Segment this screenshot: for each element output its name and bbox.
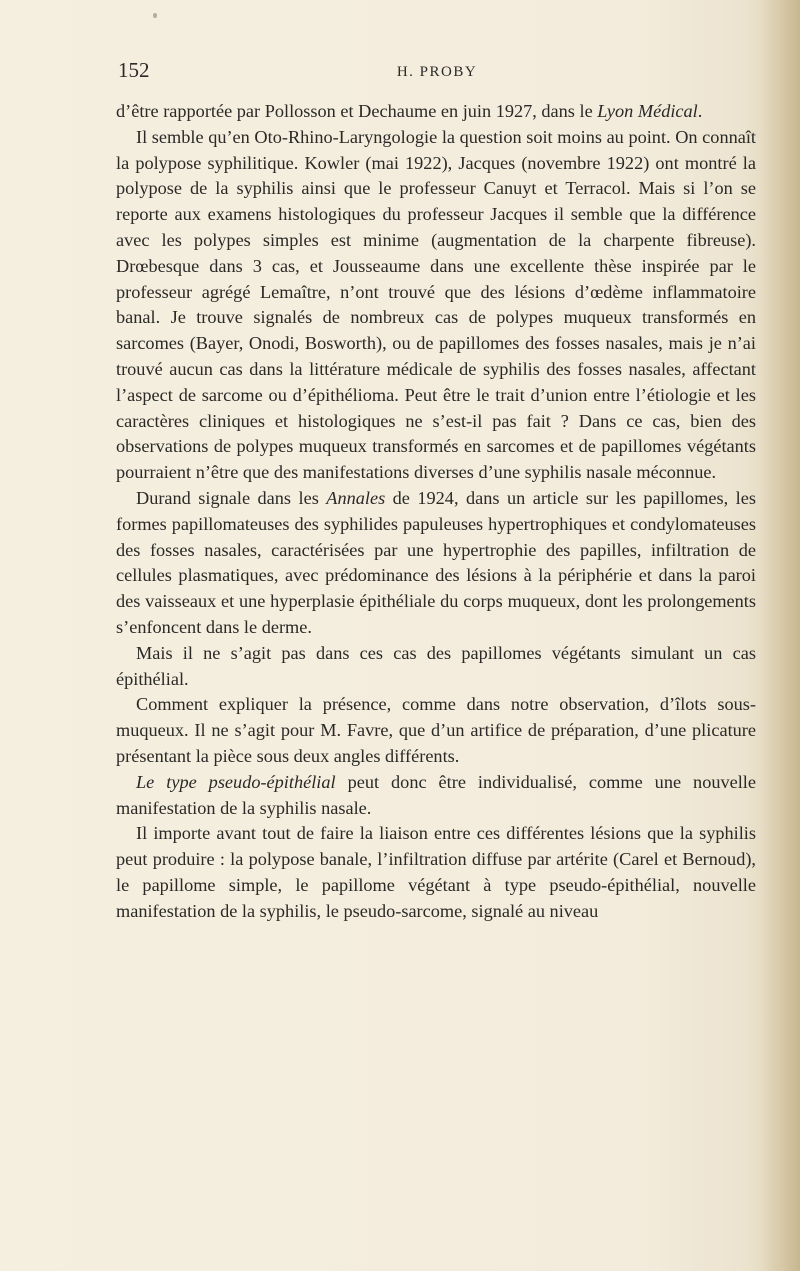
paragraph-3 [116, 486, 756, 641]
paragraph-4: Mais il ne s’agit pas dans ces cas des papillomes végétants simulant un cas épithélial. [116, 642, 756, 689]
paragraph-7: Il importe avant tout de faire la liaison entre ces différentes lésions que la syphilis peut produire : la polypose banale, l’infiltration diffuse par artérite (Carel et Bernoud), le papillome simple, le papillome végétant à type pseudo-épithélial, nouvelle manifestation de la syphilis, le pseudo-sarcome, signalé au niveau [116, 823, 756, 921]
paragraph-1 [116, 99, 756, 125]
paragraph-3-rest: de 1924, dans un article sur les papillomes, les formes papillomateuses des syphilides papuleuses hypertrophiques et condylomateuses des fosses nasales, caractérisées par une hypertrophie des papilles, infiltration de cellules plasmatiques, avec prédominance des lésions à la périphérie et dans la paroi des vaisseaux et une hyperplasie épithéliale du corps muqueux, dont les prolongements s’enfoncent dans le derme. [116, 487, 756, 637]
paragraph-6-rest: peut donc être individualisé, comme une nouvelle manifestation de la syphilis nasale. [116, 771, 757, 818]
running-head: H. PROBY [396, 64, 478, 80]
paragraph-2: Il semble qu’en Oto-Rhino-Laryngologie la question soit moins au point. On connaît la polypose syphilitique. Kowler (mai 1922), Jacques (novembre 1922) ont montré la polypose de la syphilis ainsi que le professeur Canuyt et Terracol. Mais si l’on se reporte aux examens histologiques du professeur Jacques il semble que la différence avec les polypes simples est minime (augmentation de la charpente fibreuse). Drœbesque dans 3 cas, et Jousseaume dans une excellente thèse inspirée par le professeur agrégé Lemaître, n’ont trouvé que des lésions d’œdème inflammatoire banal. Je trouve signalés de nombreux cas de polypes muqueux transformés en sarcomes (Bayer, Onodi, Bosworth), ou de papillomes des fosses nasales, mais je n’ai trouvé aucun cas dans la littérature médicale de syphilis des fosses nasales, affectant l’aspect de sarcome ou d’épithélioma. Peut être le trait d’union entre l’étiologie et les caractères cliniques et histologiques ne s’est-il pas fait ? Dans ce cas, bien des observations de polypes muqueux transformés en sarcomes et de papillomes végétants pourraient n’être que des manifestations diverses d’une syphilis nasale méconnue. [116, 126, 756, 483]
type-pseudo-epithelial-term: Le type pseudo-épithélial [136, 771, 336, 792]
page-number: 152 [118, 58, 150, 82]
paragraph-1-end: . [697, 101, 703, 121]
paragraph-1-text: d’être rapportée par Pollosson et Dechaume en juin 1927, dans le [116, 101, 598, 121]
journal-title-annales: Annales [326, 487, 386, 508]
page-edge-shadow [760, 0, 800, 1271]
ink-speck [153, 13, 157, 18]
paragraph-6 [116, 770, 756, 822]
paragraph-3-text: Durand signale dans les [136, 487, 327, 508]
page-header [118, 58, 756, 88]
paragraph-5: Comment expliquer la présence, comme dans notre observation, d’îlots sous-muqueux. Il ne s’agit pour M. Favre, que d’un artifice de préparation, d’une plicature présentant la pièce sous deux angles différents. [116, 694, 756, 766]
journal-title-lyon-medical: Lyon Médical [597, 101, 698, 121]
body-text [116, 99, 756, 925]
